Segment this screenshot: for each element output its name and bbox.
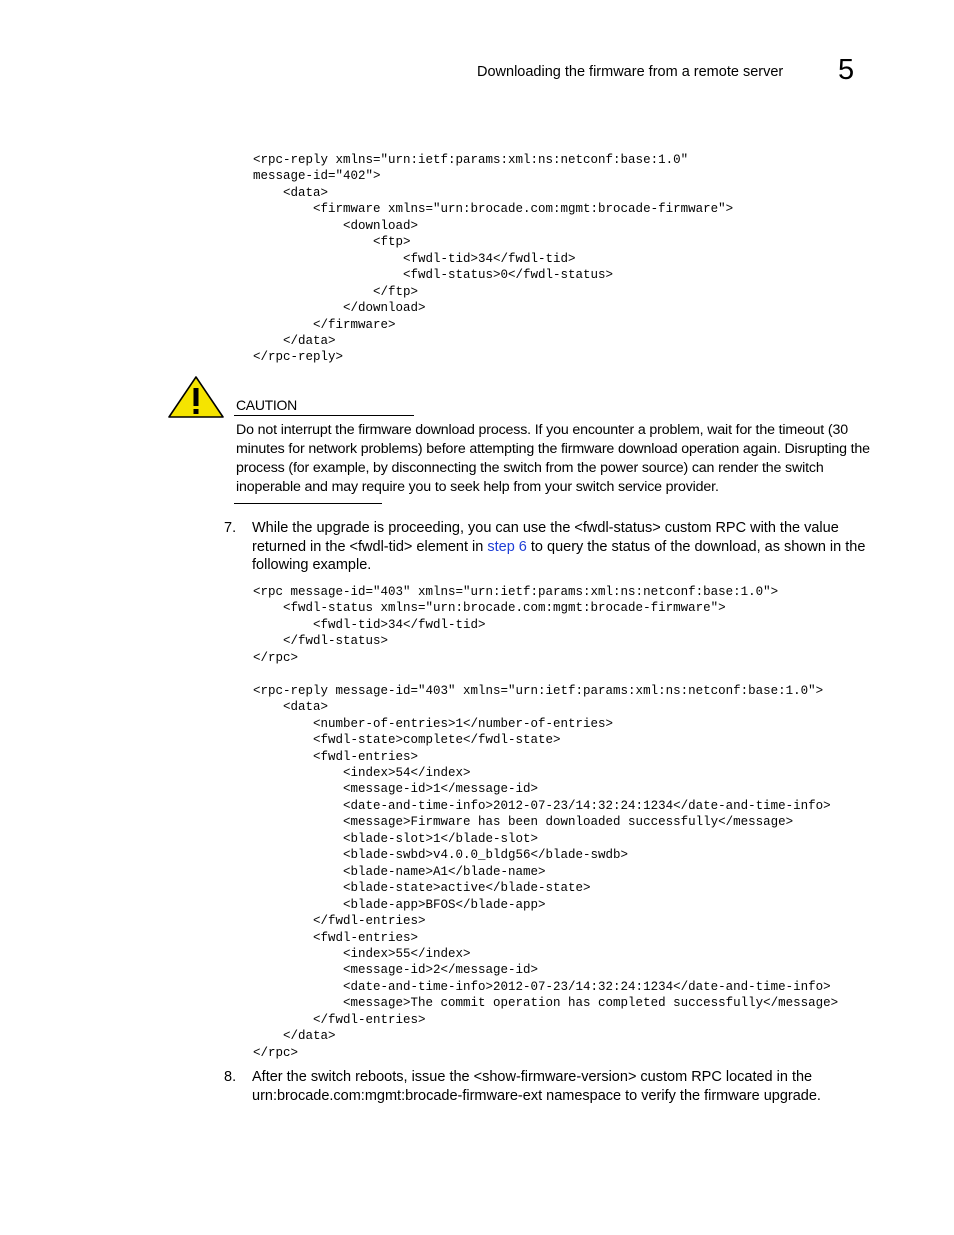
warning-triangle-icon bbox=[168, 376, 224, 418]
caution-divider-bottom bbox=[234, 503, 382, 504]
section-title: Downloading the firmware from a remote server bbox=[477, 64, 784, 80]
step-7-text bbox=[252, 519, 872, 575]
caution-divider-top bbox=[234, 415, 414, 416]
caution-label: CAUTION bbox=[236, 397, 297, 413]
code-block-fwdl-status: <rpc message-id="403" xmlns="urn:ietf:params:xml:ns:netconf:base:1.0"> <fwdl-status xmlns="urn:brocade.com:mgmt:brocade-firmware"> <fwdl-tid>34</fwdl-tid> </fwdl-status> </rpc> <rpc-reply message-id="403" xmlns="urn:ietf:params:xml:ns:netconf:base:1.0"> <data> <number-of-entries>1</number-of-entries> <fwdl-state>complete</fwdl-state> <fwdl-entries> <index>54</index> <message-id>1</message-id> <date-and-time-info>2012-07-23/14:32:24:1234</date-and-time-info> <message>Firmware has been downloaded successfully</message> <blade-slot>1</blade-slot> <blade-swbd>v4.0.0_bldg56</blade-swdb> <blade-name>A1</blade-name> <blade-state>active</blade-state> <blade-app>BFOS</blade-app> </fwdl-entries> <fwdl-entries> <index>55</index> <message-id>2</message-id> <date-and-time-info>2012-07-23/14:32:24:1234</date-and-time-info> <message>The commit operation has completed successfully</message> </fwdl-entries> </data> </rpc> bbox=[253, 585, 839, 1060]
step-7-text-before: While the upgrade is proceeding, you can use the <fwdl-status> custom RPC with the value returned in the <fwdl-tid> element in bbox=[252, 520, 839, 555]
chapter-number: 5 bbox=[838, 54, 855, 86]
step-7-text-after: to query the status of the download, as shown in the following example. bbox=[252, 538, 866, 573]
step-8-text: After the switch reboots, issue the <show-firmware-version> custom RPC located in the urn:brocade.com:mgmt:brocade-firmware-ext namespace to verify the firmware upgrade. bbox=[252, 1069, 821, 1104]
caution-text: Do not interrupt the firmware download process. If you encounter a problem, wait for the timeout (30 minutes for network problems) before attempting the firmware download operation again. Disrupting the process (for example, by disconnecting the switch from the power source) can render the switch inoperable and may require you to seek help from your switch service provider. bbox=[236, 422, 870, 496]
step-8-number: 8. bbox=[224, 1069, 237, 1085]
code-block-rpc-reply-402: <rpc-reply xmlns="urn:ietf:params:xml:ns:netconf:base:1.0" message-id="402"> <data> <firmware xmlns="urn:brocade.com:mgmt:brocade-firmware"> <download> <ftp> <fwdl-tid>34</fwdl-tid> <fwdl-status>0</fwdl-status> </ftp> </download> </firmware> </data> </rpc-reply> bbox=[253, 153, 734, 365]
step-7-number: 7. bbox=[224, 520, 237, 536]
step-6-link[interactable]: step 6 bbox=[487, 538, 527, 555]
